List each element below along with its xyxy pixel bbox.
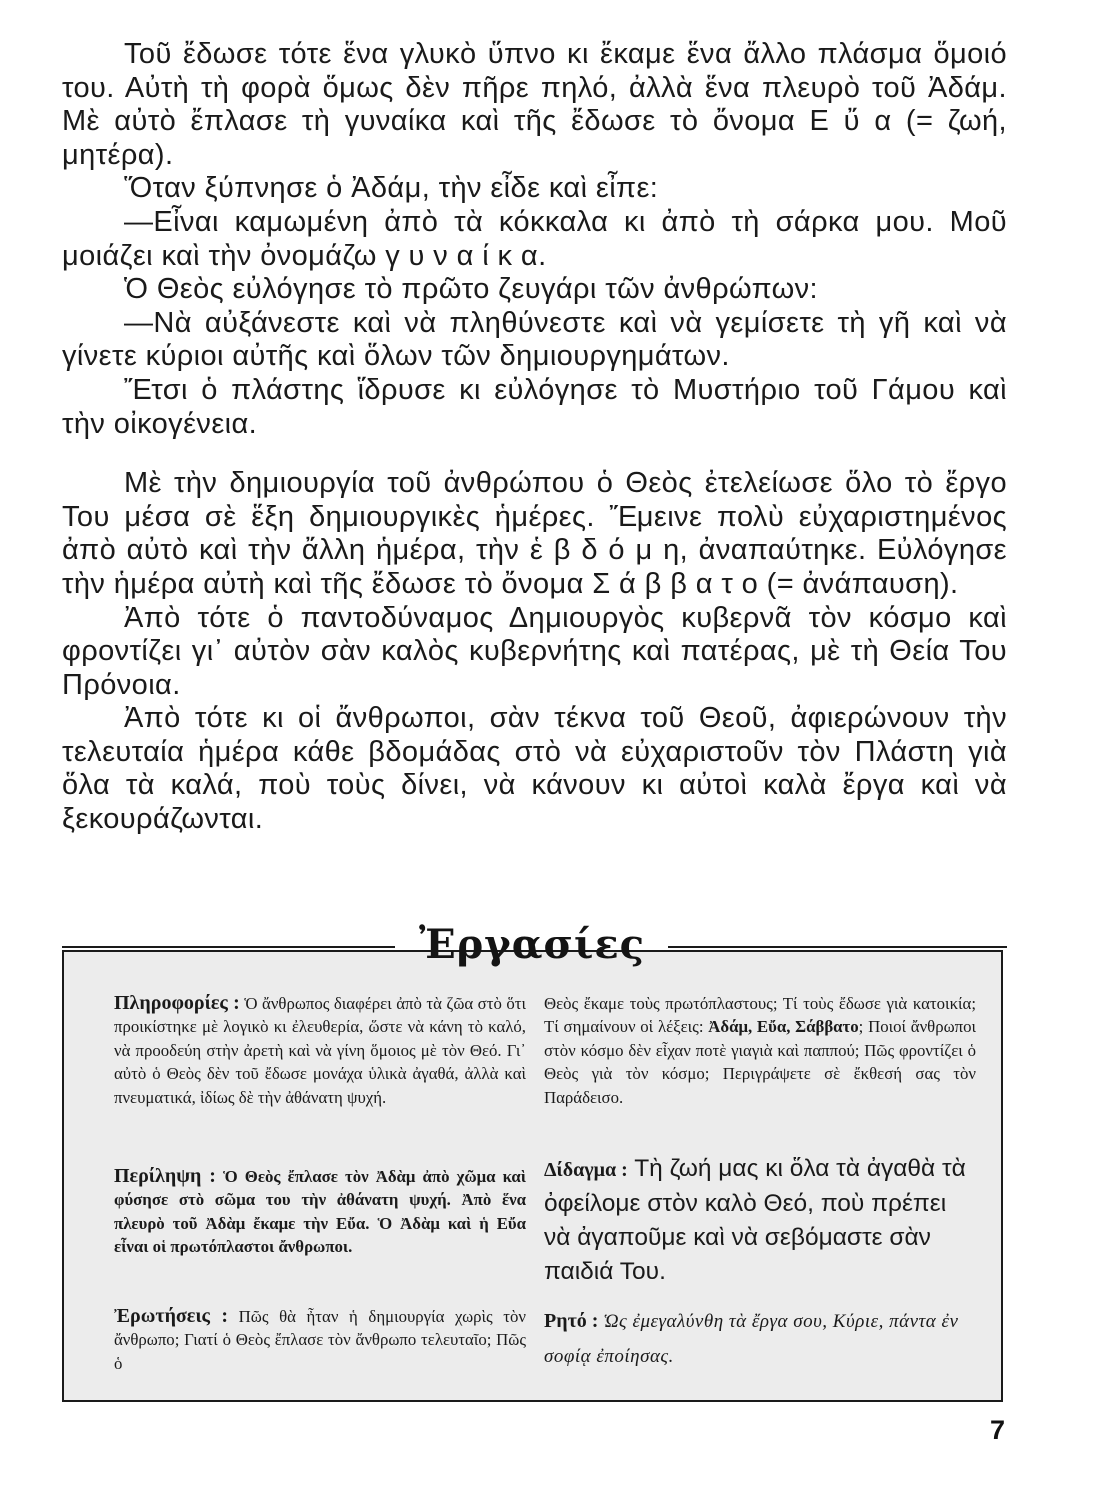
questions-block (114, 1305, 526, 1375)
paragraph: Ἀπὸ τότε κι οἱ ἄνθρωποι, σὰν τέκνα τοῦ Θεοῦ, ἀφιερώνουν τὴν τελευταία ἡμέρα κάθε βδομάδας στὸ νὰ εὐχαριστοῦν τὸν Πλάστη γιὰ ὅλα τὰ καλά, ποὺ τοὺς δίνει, νὰ κάνουν κι αὐτοὶ καλὰ ἔργα καὶ νὰ ξεκουράζωνται. (62, 702, 1007, 836)
paragraph: —Νὰ αὐξάνεστε καὶ νὰ πληθύνεστε καὶ νὰ γεμίσετε τὴ γῆ καὶ νὰ γίνετε κύριοι αὐτῆς καὶ ὅλων τῶν δημιουργημάτων. (62, 306, 1007, 373)
paragraph: —Εἶναι καμωμένη ἀπὸ τὰ κόκκαλα κι ἀπὸ τὴ σάρκα μου. Μοῦ μοιάζει καὶ τὴν ὀνομάζω γ υ ν α ί κ α. (62, 205, 1007, 272)
heading-rule-left (62, 946, 395, 948)
heading-rule-right (668, 946, 1007, 948)
information-block (114, 992, 526, 1109)
questions-label: Ἐρωτήσεις : (114, 1305, 229, 1327)
paragraph: Ὅταν ξύπνησε ὁ Ἀδάμ, τὴν εἶδε καὶ εἶπε: (124, 172, 659, 205)
exercises-box (62, 950, 1003, 1402)
lesson-block (544, 1152, 976, 1289)
information-text: Ὁ ἄνθρωπος διαφέρει ἀπὸ τὰ ζῶα στὸ ὅτι προικίστηκε μὲ λογικὸ κι ἐλευθερία, ὥστε νὰ κάνη τὸ καλό, νὰ προοδεύη στὴν ἀρετὴ καὶ νὰ γίνη ὅμοιος μὲ τὸν Θεό. Γι᾿ αὐτὸ ὁ Θεὸς δὲν τοῦ ἔδωσε μονάχα ὑλικὰ ἀγαθά, ἀλλὰ καὶ πνευματικά, ἰδίως δὲ τὴν ἀθάνατη ψυχή. (114, 994, 526, 1107)
questions-text-left: Πῶς θὰ ἦταν ἡ δημιουργία χωρὶς τὸν ἄνθρωπο; Γιατί ὁ Θεὸς ἔπλασε τὸν ἄνθρωπο τελευταῖο; Πῶς ὁ (114, 1307, 526, 1373)
questions-text-right-a: Θεὸς ἔκαμε τοὺς πρωτόπλαστους; Τί τοὺς ἔδωσε γιὰ κατοικία; Τί σημαίνουν οἱ λέξεις: (544, 994, 976, 1037)
exercises-title: Ἐργασίες (418, 921, 645, 968)
summary-label: Περίληψη : (114, 1165, 216, 1187)
paragraph: Ἔτσι ὁ πλάστης ἵδρυσε κι εὐλόγησε τὸ Μυστήριο τοῦ Γάμου καὶ τὴν οἰκογένεια. (62, 373, 1007, 440)
paragraph: Τοῦ ἔδωσε τότε ἕνα γλυκὸ ὕπνο κι ἔκαμε ἕνα ἄλλο πλάσμα ὅμοιό του. Αὐτὴ τὴ φορὰ ὅμως δὲν πῆρε πηλό, ἀλλὰ ἕνα πλευρὸ τοῦ Ἀδάμ. Μὲ αὐτὸ ἔπλασε τὴ γυναίκα καὶ τῆς ἔδωσε τὸ ὄνομα Ε ὔ α (= ζωή, μητέρα). (62, 38, 1007, 171)
exercises-heading (62, 921, 1007, 973)
quote-text: Ὡς ἐμεγαλύνθη τὰ ἔργα σου, Κύριε, πάντα ἐν σοφίᾳ ἐποίησας. (544, 1311, 959, 1367)
questions-keywords: Ἀδάμ, Εὔα, Σάββατο (708, 1017, 859, 1037)
page-number: 7 (990, 1415, 1006, 1445)
questions-continued (544, 992, 976, 1109)
paragraph: Μὲ τὴν δημιουργία τοῦ ἀνθρώπου ὁ Θεὸς ἐτελείωσε ὅλο τὸ ἔργο Του μέσα σὲ ἕξη δημιουργικὲς ἡμέρες. Ἔμεινε πολὺ εὐχαριστημένος ἀπὸ αὐτὸ καὶ τὴν ἄλλη ἡμέρα, τὴν ἑ β δ ό μ η, ἀναπαύτηκε. Εὐλόγησε τὴν ἡμέρα αὐτὴ καὶ τῆς ἔδωσε τὸ ὄνομα Σ ά β β α τ ο (= ἀνάπαυση). (62, 467, 1007, 600)
quote-block (544, 1304, 976, 1374)
lesson-text: Τὴ ζωή μας κι ὅλα τὰ ἀγαθὰ τὰ ὀφείλομε στὸν καλὸ Θεό, ποὺ πρέπει νὰ ἀγαποῦμε καὶ νὰ σεβόμαστε σὰν παιδιά Του. (544, 1155, 966, 1285)
lesson-label: Δίδαγμα : (544, 1159, 628, 1181)
exercises-right-column (544, 952, 976, 1400)
paragraph: Ὁ Θεὸς εὐλόγησε τὸ πρῶτο ζευγάρι τῶν ἀνθρώπων: (124, 273, 818, 306)
paragraph: Ἀπὸ τότε ὁ παντοδύναμος Δημιουργὸς κυβερνᾶ τὸν κόσμο καὶ φροντίζει γι᾿ αὐτὸν σὰν καλὸς κυβερνήτης καὶ πατέρας, μὲ τὴ Θεία Του Πρόνοια. (62, 601, 1007, 701)
questions-text-right-b: ; Ποιοί ἄνθρωποι στὸν κόσμο δὲν εἶχαν ποτὲ γιαγιὰ καὶ παππού; Πῶς φροντίζει ὁ Θεὸς γιὰ τὸν κόσμο; Περιγράψετε σὲ ἔκθεσή σας τὸν Παράδεισο. (544, 1017, 976, 1107)
information-label: Πληροφορίες : (114, 992, 240, 1014)
summary-text: Ὁ Θεὸς ἔπλασε τὸν Ἀδὰμ ἀπὸ χῶμα καὶ φύσησε στὸ σῶμα του τὴν ἀθάνατη ψυχή. Ἀπὸ ἕνα πλευρὸ τοῦ Ἀδὰμ ἔκαμε τὴν Εὔα. Ὁ Ἀδὰμ καὶ ἡ Εὔα εἶναι οἱ πρωτόπλαστοι ἄνθρωποι. (114, 1167, 526, 1257)
quote-label: Ρητό : (544, 1310, 599, 1332)
narrative-text (62, 38, 1007, 837)
exercises-left-column (114, 952, 526, 1400)
summary-block (114, 1165, 526, 1259)
